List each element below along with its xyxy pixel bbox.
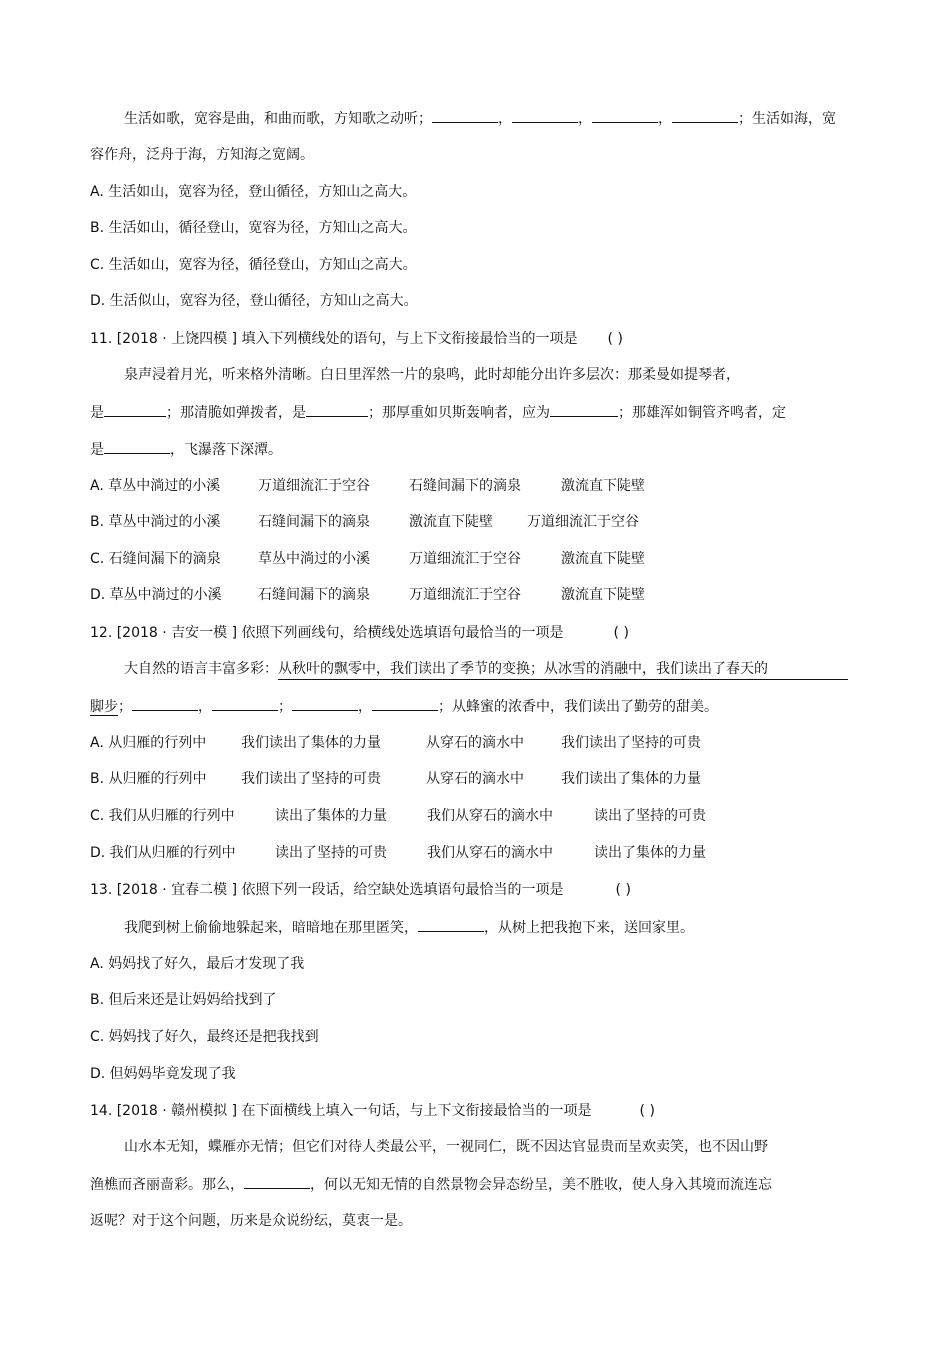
answer-blank	[244, 1174, 310, 1189]
text: ，	[358, 699, 372, 715]
q11-option-d	[90, 585, 645, 605]
option-part: 我们读出了坚持的可贵	[561, 735, 701, 751]
option-b: B. 生活如山，循径登山，宽容为径，方知山之高大。	[90, 220, 417, 236]
text: ，	[498, 111, 512, 127]
text: 大自然的语言丰富多彩：	[124, 661, 278, 677]
text: ；	[118, 699, 132, 715]
q12-option-c	[90, 806, 706, 826]
option-part: 从穿石的滴水中	[426, 735, 524, 751]
text: 渔樵而吝丽啬彩。那么，	[90, 1177, 244, 1193]
text: ；那雄浑如铜管齐鸣者，定	[618, 405, 786, 421]
text: ；	[278, 699, 292, 715]
text: ，	[658, 111, 672, 127]
text: ，何以无知无情的自然景物会异态纷呈，美不胜收，使人身入其境而流连忘	[310, 1177, 772, 1193]
option-part: 我们从穿石的滴水中	[427, 808, 553, 824]
answer-blank	[306, 402, 368, 417]
text: ，从树上把我抱下来，送回家里。	[484, 920, 694, 936]
option-part: 读出了集体的力量	[275, 808, 387, 824]
answer-blank	[672, 108, 738, 123]
option-part: D. 草丛中淌过的小溪	[90, 587, 222, 603]
option-part: 激流直下陡壁	[561, 551, 645, 567]
answer-blank	[132, 696, 198, 711]
q13-passage-line-1	[124, 917, 694, 938]
text: ；那厚重如贝斯轰响者，应为	[368, 405, 550, 421]
answer-blank	[372, 696, 438, 711]
answer-blank	[418, 917, 484, 932]
answer-blank	[432, 108, 498, 123]
option-part: 激流直下陡壁	[409, 514, 493, 530]
question-14-header	[90, 1101, 655, 1121]
question-stem: 14. [2018 · 赣州模拟 ] 在下面横线上填入一句话，与上下文衔接最恰当的一项是	[90, 1103, 592, 1119]
option-part: 读出了坚持的可贵	[275, 845, 387, 861]
q12-option-d	[90, 843, 706, 863]
q11-passage-line-3	[90, 439, 282, 460]
q11-option-a	[90, 476, 645, 496]
question-11-header	[90, 329, 623, 349]
q13-option-b: B. 但后来还是让妈妈给找到了	[90, 992, 277, 1008]
option-part: 我们读出了集体的力量	[241, 735, 381, 751]
answer-blank	[212, 696, 278, 711]
option-c: C. 生活如山，宽容为径，循径登山，方知山之高大。	[90, 257, 417, 273]
option-part: 万道细流汇于空谷	[409, 551, 521, 567]
q14-passage-line-1: 山水本无知，蝶雁亦无情；但它们对待人类最公平，一视同仁，既不因达官显贵而呈欢卖笑，也不因山野	[124, 1139, 768, 1155]
option-part: 读出了坚持的可贵	[594, 808, 706, 824]
intro-line-1	[124, 108, 836, 129]
answer-bracket: ( )	[615, 882, 631, 898]
option-part: A. 草丛中淌过的小溪	[90, 478, 221, 494]
option-part: 万道细流汇于空谷	[527, 514, 639, 530]
option-part: 石缝间漏下的滴泉	[258, 514, 370, 530]
option-a: A. 生活如山，宽容为径，登山循径，方知山之高大。	[90, 184, 417, 200]
underlined-sentence: 从秋叶的飘零中，我们读出了季节的变换；从冰雪的消融中，我们读出了春天的	[278, 659, 848, 680]
option-part: B. 草丛中淌过的小溪	[90, 514, 221, 530]
option-part: B. 从归雁的行列中	[90, 771, 207, 787]
option-part: 石缝间漏下的滴泉	[409, 478, 521, 494]
q11-option-b	[90, 512, 639, 532]
q12-passage-line-2	[90, 696, 718, 717]
text: ；从蜂蜜的浓香中，我们读出了勤劳的甜美。	[438, 699, 718, 715]
option-part: C. 我们从归雁的行列中	[90, 808, 235, 824]
answer-bracket: ( )	[613, 625, 629, 641]
option-part: C. 石缝间漏下的滴泉	[90, 551, 221, 567]
question-12-header	[90, 623, 629, 643]
option-part: 草丛中淌过的小溪	[258, 551, 370, 567]
text: ，飞瀑落下深潭。	[170, 442, 282, 458]
option-part: 万道细流汇于空谷	[258, 478, 370, 494]
option-part: 读出了集体的力量	[594, 845, 706, 861]
answer-blank	[104, 402, 166, 417]
answer-blank	[104, 439, 170, 454]
question-stem: 13. [2018 · 宜春二模 ] 依照下列一段话，给空缺处选填语句最恰当的一项是	[90, 882, 564, 898]
option-part: 激流直下陡壁	[561, 478, 645, 494]
q12-passage-line-1	[124, 659, 848, 680]
answer-blank	[592, 108, 658, 123]
q12-option-b	[90, 769, 701, 789]
answer-bracket: ( )	[607, 331, 623, 347]
text: 我爬到树上偷偷地躲起来，暗暗地在那里匿笑，	[124, 920, 418, 936]
text: 是	[90, 405, 104, 421]
option-part: 我们从穿石的滴水中	[427, 845, 553, 861]
option-d: D. 生活似山，宽容为径，登山循径，方知山之高大。	[90, 293, 418, 309]
answer-bracket: ( )	[639, 1103, 655, 1119]
underlined-sentence: 脚步	[90, 699, 118, 715]
answer-blank	[512, 108, 578, 123]
question-stem: 11. [2018 · 上饶四模 ] 填入下列横线处的语句，与上下文衔接最恰当的一项是	[90, 331, 578, 347]
option-part: 从穿石的滴水中	[426, 771, 524, 787]
question-13-header	[90, 880, 631, 900]
q11-passage-line-1: 泉声浸着月光，听来格外清晰。白日里浑然一片的泉鸣，此时却能分出许多层次：那柔曼如提琴者，	[124, 367, 740, 383]
q14-passage-line-3: 返呢？对于这个问题，历来是众说纷纭，莫衷一是。	[90, 1213, 412, 1229]
text: ，	[198, 699, 212, 715]
option-part: 我们读出了坚持的可贵	[241, 771, 381, 787]
answer-blank	[550, 402, 618, 417]
q13-option-a: A. 妈妈找了好久，最后才发现了我	[90, 956, 305, 972]
text: ；生活如海，宽	[738, 111, 836, 127]
q11-option-c	[90, 549, 645, 569]
q11-passage-line-2	[90, 402, 786, 423]
answer-blank	[292, 696, 358, 711]
option-part: 万道细流汇于空谷	[409, 587, 521, 603]
option-part: 石缝间漏下的滴泉	[258, 587, 370, 603]
option-part: 激流直下陡壁	[561, 587, 645, 603]
text: ；那清脆如弹拨者，是	[166, 405, 306, 421]
q14-passage-line-2	[90, 1174, 772, 1195]
q13-option-d: D. 但妈妈毕竟发现了我	[90, 1066, 236, 1082]
intro-line-2: 容作舟，泛舟于海，方知海之宽阔。	[90, 147, 314, 163]
question-stem: 12. [2018 · 吉安一模 ] 依照下列画线句，给横线处选填语句最恰当的一项是	[90, 625, 564, 641]
text: ；	[418, 111, 432, 127]
option-part: A. 从归雁的行列中	[90, 735, 207, 751]
option-part: 我们读出了集体的力量	[561, 771, 701, 787]
q13-option-c: C. 妈妈找了好久，最终还是把我找到	[90, 1029, 319, 1045]
text: ，	[578, 111, 592, 127]
text: 是	[90, 442, 104, 458]
text: 生活如歌，宽容是曲，和曲而歌，方知歌之动听	[124, 111, 418, 127]
option-part: D. 我们从归雁的行列中	[90, 845, 236, 861]
q12-option-a	[90, 733, 701, 753]
